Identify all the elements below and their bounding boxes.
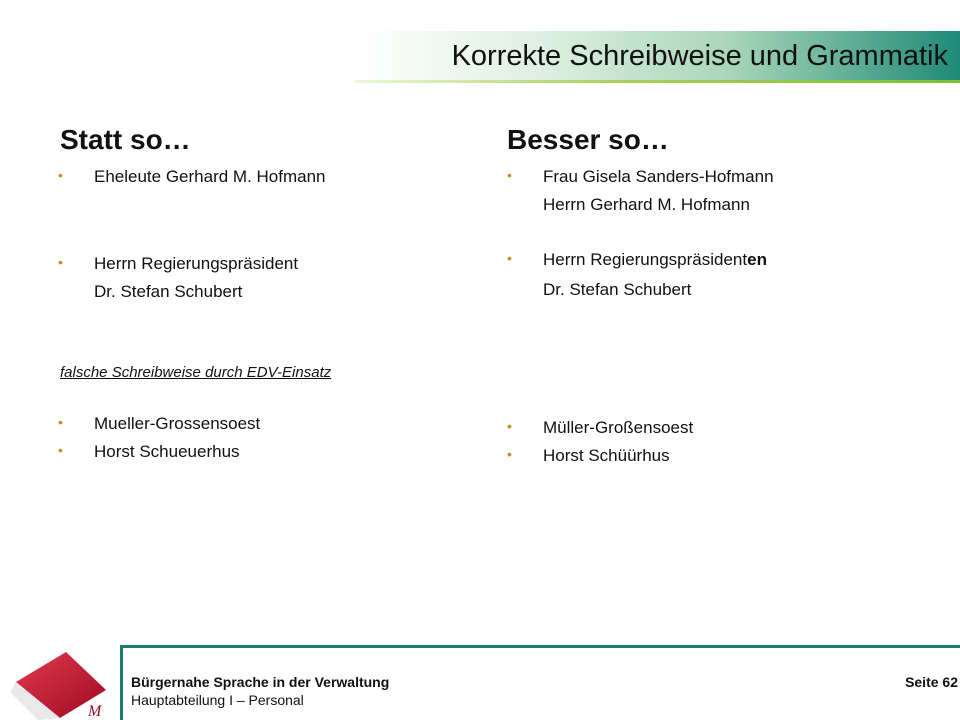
left-note: falsche Schreibweise durch EDV-Einsatz [60,364,332,381]
right-item-3-text: Müller-Großensoest [543,418,694,437]
page-number: Seite 62 [905,674,958,690]
right-item-4-text: Horst Schüürhus [543,446,670,465]
left-item-4-text: Horst Schueuerhus [94,442,240,461]
right-bullet-3 [507,418,694,438]
left-bullet-1 [58,167,326,187]
bullet-icon: • [507,167,512,183]
right-item-2-emphasis: en [747,250,767,269]
right-item-2-line-2: Dr. Stefan Schubert [543,280,692,299]
bullet-icon: • [58,167,63,183]
right-bullet-2 [507,250,767,270]
footer-subtitle: Hauptabteilung I – Personal [131,692,304,708]
right-bullet-1 [507,167,774,187]
bullet-icon: • [58,414,63,430]
logo-icon [8,648,120,720]
left-item-2-text: Herrn Regierungspräsident [94,254,299,273]
bullet-icon: • [507,446,512,462]
left-item-3-text: Mueller-Grossensoest [94,414,261,433]
bullet-icon: • [507,418,512,434]
right-item-2-text: Herrn Regierungspräsident [543,250,748,269]
left-heading: Statt so… [60,124,191,155]
bullet-icon: • [507,250,512,266]
slide-title: Korrekte Schreibweise und Grammatik [451,40,948,72]
footer-title: Bürgernahe Sprache in der Verwaltung [131,674,390,690]
left-bullet-3 [58,414,261,434]
right-item-1-text: Frau Gisela Sanders-Hofmann [543,167,774,186]
logo-letter: M [88,703,102,720]
right-heading: Besser so… [507,124,669,155]
bullet-icon: • [58,254,63,270]
right-bullet-4 [507,446,670,466]
bullet-icon: • [58,442,63,458]
right-item-1-line-2: Herrn Gerhard M. Hofmann [543,195,750,214]
left-bullet-4 [58,442,240,462]
left-item-2-line-2: Dr. Stefan Schubert [94,282,243,301]
left-bullet-2 [58,254,299,274]
title-underline [355,80,960,83]
left-item-1-text: Eheleute Gerhard M. Hofmann [94,167,326,186]
